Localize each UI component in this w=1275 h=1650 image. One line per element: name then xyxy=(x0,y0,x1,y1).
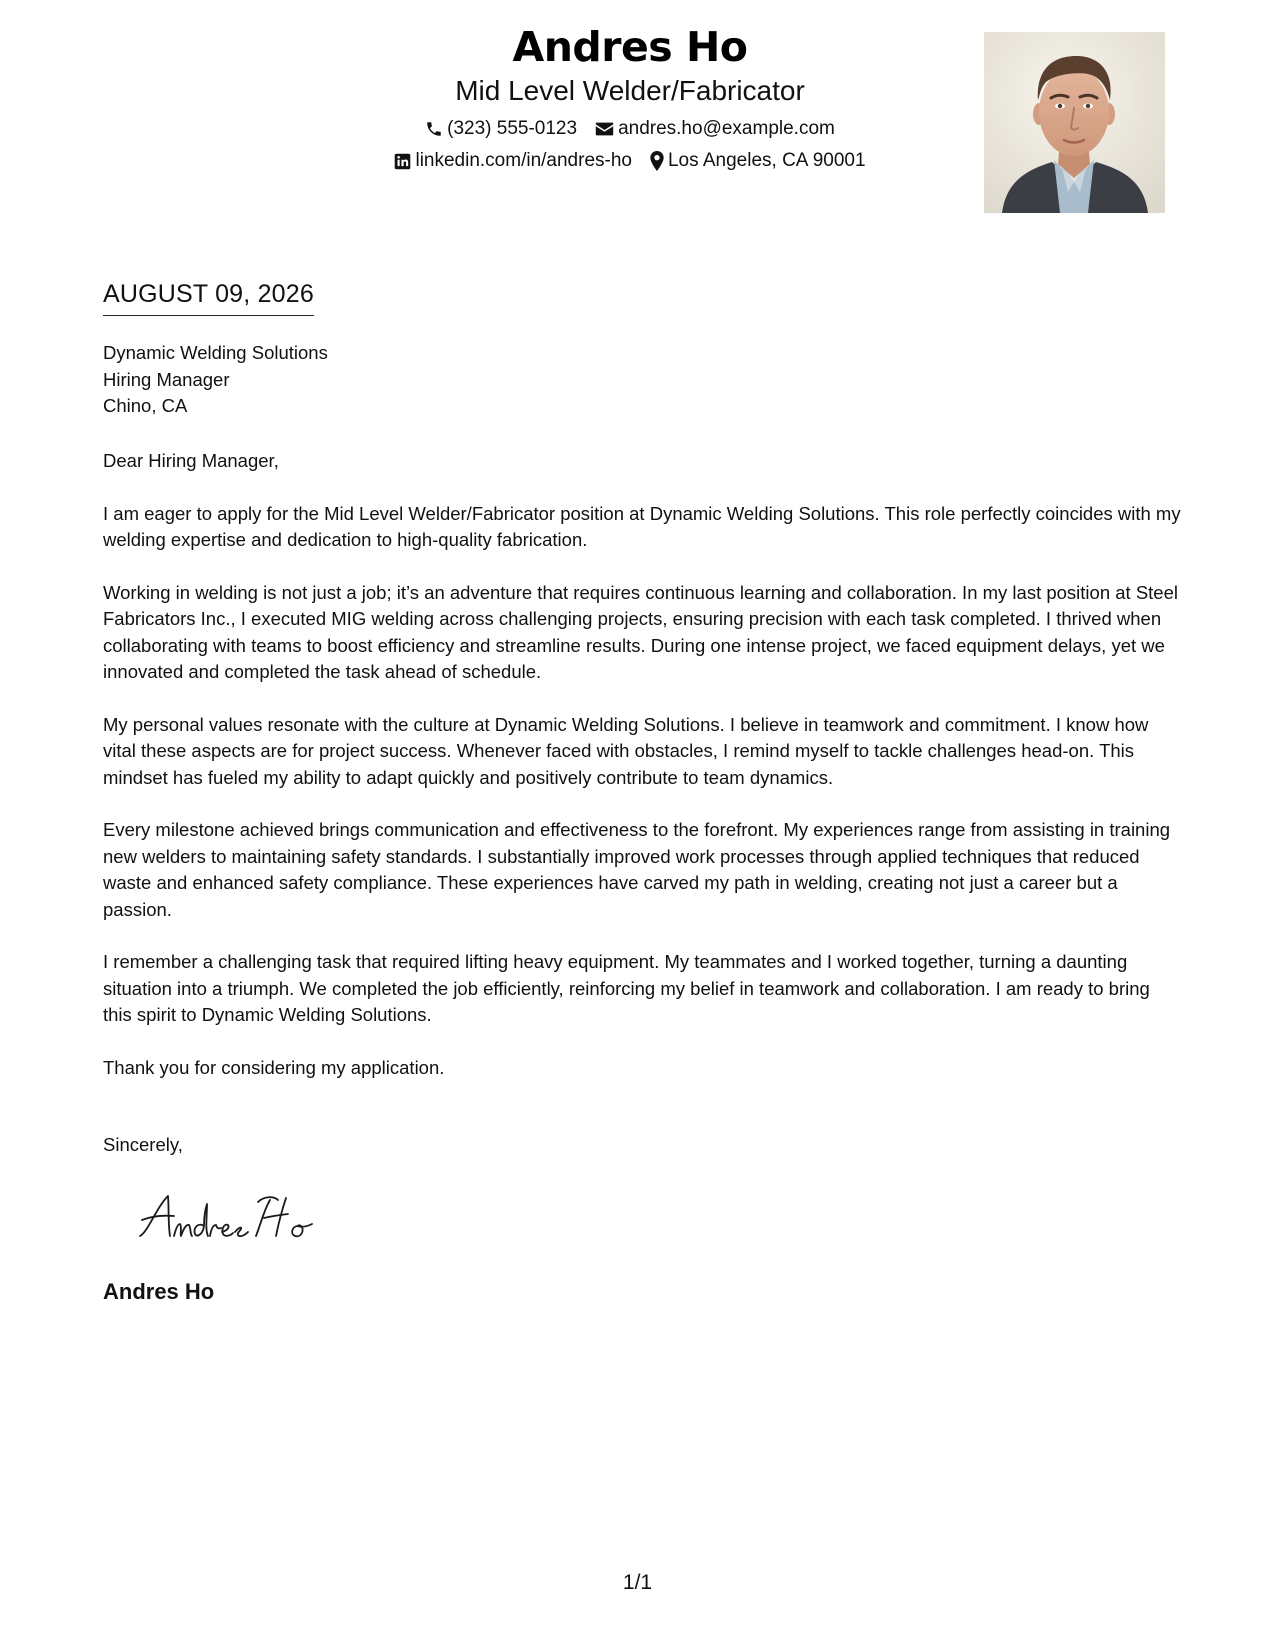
linkedin-contact[interactable] xyxy=(394,149,632,173)
phone-contact[interactable] xyxy=(425,117,577,141)
paragraph-milestones: Every milestone achieved brings communication and effectiveness to the forefront. My experiences range from assisting in training new welders to maintaining safety standards. I substantially improved work processes through applied techniques that reduced waste and enhanced safety compliance. These experiences have carved my path in welding, creating not just a career but a passion. xyxy=(103,819,1171,920)
paragraph-thanks: Thank you for considering my application. xyxy=(103,1056,445,1078)
header xyxy=(300,22,960,173)
handwritten-signature xyxy=(138,1188,338,1248)
paragraph-intro: I am eager to apply for the Mid Level Welder/Fabricator position at Dynamic Welding Solutions. This role perfectly coincides with my welding expertise and dedication to high-quality fabrication. xyxy=(103,502,1181,550)
linkedin-text: linkedin.com/in/andres-ho xyxy=(415,150,632,171)
letter-body xyxy=(103,448,1183,1107)
job-title: Mid Level Welder/Fabricator xyxy=(455,75,805,106)
paragraph-teamwork: I remember a challenging task that required lifting heavy equipment. My teammates and I worked together, turning a daunting situation into a triumph. We completed the job efficiently, reinforcing my belief in teamwork and collaboration. I am ready to bring this spirit to Dynamic Welding Solutions. xyxy=(103,951,1150,1025)
closing: Sincerely, xyxy=(103,1134,183,1155)
paragraph-experience: Working in welding is not just a job; it’s an adventure that requires continuous learning and collaboration. In my last position at Steel Fabricators Inc., I executed MIG welding across challenging projects, ensuring precision with each task completed. I thrived when collaborating with teams to boost efficiency and streamline results. During one intense project, we faced equipment delays, yet we innovated and completed the task ahead of schedule. xyxy=(103,581,1178,682)
recipient-city: Chino, CA xyxy=(103,395,188,416)
location-text: Los Angeles, CA 90001 xyxy=(667,150,866,171)
linkedin-icon xyxy=(394,153,411,170)
recipient-company: Dynamic Welding Solutions xyxy=(103,342,328,363)
recipient-block xyxy=(103,340,328,420)
map-pin-icon xyxy=(650,151,664,171)
phone-icon xyxy=(425,120,443,138)
paragraph-values: My personal values resonate with the culture at Dynamic Welding Solutions. I believe in teamwork and commitment. I know how vital these aspects are for project success. Whenever faced with obstacles, I remind myself to tackle challenges head-on. This mindset has fueled my ability to adapt quickly and positively contribute to team dynamics. xyxy=(103,713,1149,788)
signed-name: Andres Ho xyxy=(103,1279,215,1304)
page-number: 1/1 xyxy=(622,1571,653,1594)
applicant-name: Andres Ho xyxy=(512,23,748,71)
location-contact xyxy=(650,149,866,173)
contact-row-secondary xyxy=(300,149,960,173)
email-text: andres.ho@example.com xyxy=(618,118,835,139)
email-contact[interactable] xyxy=(595,117,835,141)
phone-text: (323) 555-0123 xyxy=(447,118,578,139)
envelope-icon xyxy=(595,121,614,137)
letter-date: AUGUST 09, 2026 xyxy=(103,279,314,316)
profile-photo xyxy=(984,32,1165,213)
recipient-role: Hiring Manager xyxy=(103,368,230,390)
contact-row-primary xyxy=(300,117,960,141)
salutation: Dear Hiring Manager, xyxy=(103,450,279,471)
